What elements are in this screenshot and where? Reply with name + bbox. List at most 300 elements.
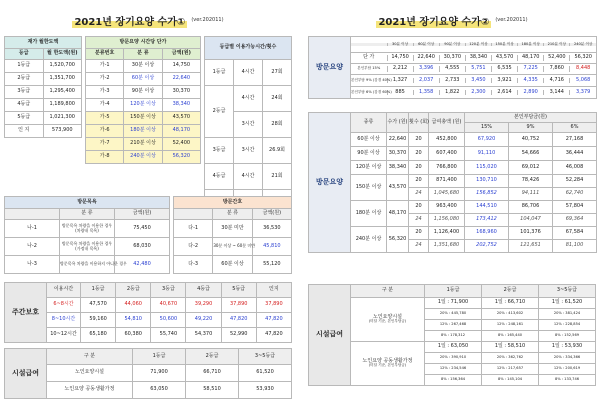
- summary-row-table: [351, 78, 596, 84]
- table-cell: 4시간: [234, 164, 263, 190]
- table-cell: 607,400: [429, 147, 465, 161]
- care-time-header: 방문요양 시간당 단가: [86, 37, 201, 49]
- col-count: 횟수 (회): [409, 113, 429, 133]
- right-facility-table: [308, 284, 596, 386]
- table-cell: 47,820: [256, 328, 291, 343]
- table-cell: 101,376: [509, 227, 553, 240]
- table-cell: 61,520: [239, 365, 292, 382]
- table-cell: 나-1: [5, 220, 60, 238]
- col-grade: 2등급: [482, 285, 539, 298]
- table-cell: 48,170: [387, 201, 409, 227]
- table-cell: 59,160: [81, 313, 116, 328]
- col-rate: 15%: [465, 123, 509, 133]
- table-cell: [351, 43, 387, 47]
- col-time: 90분 이상: [439, 43, 465, 47]
- table-cell: 885: [387, 90, 413, 96]
- summary-cell: [351, 53, 597, 64]
- table-cell: 30분 이상 ~ 60분 미만: [213, 238, 252, 256]
- table-cell: 5등급: [5, 112, 44, 125]
- visit-label: 방문요양: [309, 37, 351, 99]
- care-time-table: [85, 36, 201, 164]
- table-cell: 단 가: [351, 55, 387, 61]
- col-time: 60분 이상: [413, 43, 439, 47]
- table-cell: 8% : 145,104: [482, 375, 539, 386]
- bath-desc: 방문목욕 차량을 이용한 경우: [61, 241, 113, 247]
- table-cell: 12% : 248,161: [482, 320, 539, 331]
- table-cell: 22,640: [387, 133, 409, 147]
- table-cell: 1일 : 58,510: [482, 342, 539, 353]
- table-cell: 2등급: [205, 86, 234, 138]
- table-cell: 2,037: [413, 78, 439, 84]
- table-cell: 1,021,300: [43, 112, 82, 125]
- table-cell: 37,890: [256, 298, 291, 313]
- table-cell: 573,900: [43, 125, 82, 138]
- table-cell: 6,535: [492, 66, 518, 72]
- table-cell: 6~8시간: [47, 298, 81, 313]
- col-rate: 9%: [509, 123, 553, 133]
- table-cell: [351, 298, 425, 342]
- table-cell: 3,144: [544, 90, 570, 96]
- table-cell: 53,930: [239, 382, 292, 399]
- table-cell: 본인부담 9% (감경 40%): [351, 77, 392, 82]
- summary-row-table: [351, 66, 596, 72]
- table-cell: 37,890: [221, 298, 256, 313]
- table-cell: 12% : 267,468: [425, 320, 482, 331]
- table-cell: 48,170: [162, 125, 200, 138]
- col-nursing-name: 분 류: [213, 209, 252, 220]
- nursing-table: [173, 196, 292, 274]
- col-amount: 월 한도액(원): [43, 49, 82, 60]
- table-cell: 4시간: [234, 60, 263, 86]
- table-cell: 27회: [263, 60, 292, 86]
- facility-name: 노인요양시설: [373, 313, 402, 320]
- table-cell: 120분 이상: [351, 161, 387, 175]
- left-facility-table: [4, 348, 292, 399]
- left-page-title: [4, 9, 292, 31]
- table-cell: 20: [409, 133, 429, 147]
- table-cell: 가-7: [86, 138, 124, 151]
- table-cell: 20% : 334,366: [539, 353, 596, 364]
- table-cell: 4,555: [439, 66, 465, 72]
- left-page: [4, 0, 292, 404]
- table-cell: 24: [409, 214, 429, 227]
- col-nursing-price: 금액(원): [252, 209, 291, 220]
- col-time: 210분 이상: [544, 43, 570, 47]
- left-mid-block: [4, 196, 292, 276]
- table-cell: 180분 이상: [351, 201, 387, 227]
- table-cell: 20: [409, 161, 429, 175]
- table-cell: 43,570: [162, 112, 200, 125]
- facility-label: 시설급여: [5, 349, 47, 399]
- table-cell: 30,370: [439, 55, 465, 61]
- right-title-text: 2021년 장기요양 수가②: [376, 13, 491, 28]
- table-cell: 4등급: [205, 164, 234, 190]
- table-cell: 36,530: [252, 220, 291, 238]
- table-cell: 가-8: [86, 151, 124, 164]
- table-cell: 8,448: [576, 65, 591, 72]
- facility-sub: (미달 기준, 본인부담금): [368, 363, 407, 368]
- table-cell: 1일 : 66,710: [482, 298, 539, 309]
- table-cell: 452,800: [429, 133, 465, 147]
- table-cell: 가-4: [86, 99, 124, 112]
- table-cell: 46,008: [553, 161, 597, 175]
- table-cell: 1일 : 71,900: [425, 298, 482, 309]
- col-kind: 종류: [351, 113, 387, 133]
- table-cell: 다-1: [174, 220, 213, 238]
- table-cell: 69,364: [553, 214, 597, 227]
- table-cell: 90분 이상: [124, 86, 162, 99]
- table-cell: 30,370: [162, 86, 200, 99]
- col-grade: 등급: [5, 49, 44, 60]
- table-cell: 2,300: [465, 90, 491, 96]
- table-cell: 2,733: [439, 78, 465, 84]
- table-cell: 52,400: [162, 138, 200, 151]
- table-cell: 60분 이상: [213, 256, 252, 274]
- bath-header: 방문목욕: [5, 197, 170, 209]
- table-cell: 150분 이상: [124, 112, 162, 125]
- table-cell: 5,068: [576, 76, 591, 83]
- table-cell: 871,400: [429, 175, 465, 188]
- table-cell: 49,220: [186, 313, 221, 328]
- monthly-limit-header: 재가 월한도액: [5, 37, 82, 49]
- table-cell: 8~10시간: [47, 313, 81, 328]
- table-cell: 52,400: [544, 55, 570, 61]
- col-time: 180분 이상: [518, 43, 544, 47]
- table-cell: 202,752: [465, 240, 509, 253]
- table-cell: 81,100: [553, 240, 597, 253]
- table-cell: 47,570: [81, 298, 116, 313]
- table-cell: 69,012: [509, 161, 553, 175]
- table-cell: 766,800: [429, 161, 465, 175]
- col-bath-name: 분 류: [60, 209, 115, 220]
- visit-label-2: 방문요양: [309, 113, 351, 253]
- right-page: [308, 0, 596, 404]
- table-cell: 120분 이상: [124, 99, 162, 112]
- table-cell: 다-2: [174, 238, 213, 256]
- col-price: 수가 (원): [387, 113, 409, 133]
- daycare-label: 주간보호: [5, 283, 47, 343]
- table-cell: 54,370: [186, 328, 221, 343]
- col-grade: 1등급: [425, 285, 482, 298]
- col-grade: 3등급: [151, 283, 186, 298]
- table-cell: 240분 이상: [351, 227, 387, 253]
- table-cell: 3시간: [234, 112, 263, 138]
- table-cell: 4시간: [234, 86, 263, 112]
- table-cell: 다-3: [174, 256, 213, 274]
- table-cell: 1등급: [205, 60, 234, 86]
- table-cell: 20% : 445,780: [425, 309, 482, 320]
- table-cell: [174, 209, 213, 220]
- table-cell: 8% : 165,440: [482, 331, 539, 342]
- usage-table: [204, 36, 292, 216]
- table-cell: [351, 342, 425, 386]
- table-cell: 91,110: [465, 147, 509, 161]
- left-title-text: 2021년 장기요양 수가①: [72, 13, 187, 28]
- table-cell: 55,740: [151, 328, 186, 343]
- visit-care-table: [308, 36, 597, 99]
- right-facility-label: 시설급여: [309, 285, 351, 386]
- table-cell: 68,030: [115, 238, 170, 256]
- table-cell: [60, 238, 115, 256]
- col-grade: 2등급: [186, 349, 239, 365]
- table-cell: 20: [409, 175, 429, 188]
- nursing-header: 방문간호: [174, 197, 292, 209]
- table-cell: 22,640: [162, 73, 200, 86]
- table-cell: 121,651: [509, 240, 553, 253]
- table-cell: 56,320: [574, 54, 592, 61]
- table-cell: 3등급: [5, 86, 44, 99]
- table-cell: 1,189,800: [43, 99, 82, 112]
- table-cell: 8% : 156,364: [425, 375, 482, 386]
- table-cell: 90분 이상: [351, 147, 387, 161]
- table-cell: 본인부담 6% (감경 60%): [351, 89, 392, 94]
- table-cell: 65,180: [81, 328, 116, 343]
- col-grade: 1등급: [133, 349, 186, 365]
- usage-header: 등급별 이용가능시간/횟수: [205, 37, 292, 60]
- table-cell: 20% : 362,762: [482, 353, 539, 364]
- table-cell: 168,960: [465, 227, 509, 240]
- table-cell: 22,640: [413, 55, 439, 61]
- table-cell: 2등급: [5, 73, 44, 86]
- table-cell: 나-2: [5, 238, 60, 256]
- table-cell: 가-6: [86, 125, 124, 138]
- table-cell: 40,670: [151, 298, 186, 313]
- summary-row-table: [351, 55, 596, 61]
- monthly-limit-table: [4, 36, 82, 138]
- table-cell: 30분 이상: [124, 60, 162, 73]
- table-cell: 20% : 381,424: [539, 309, 596, 320]
- table-cell: 1,327: [387, 78, 413, 84]
- table-cell: 1,156,080: [429, 214, 465, 227]
- table-cell: 47,820: [256, 313, 291, 328]
- col-rate: 6%: [553, 123, 597, 133]
- table-cell: 인 지: [5, 125, 44, 138]
- table-cell: 1,045,680: [429, 188, 465, 201]
- table-cell: 130,710: [465, 175, 509, 188]
- table-cell: 본인부담 15%: [351, 66, 387, 72]
- table-cell: 4,335: [518, 78, 544, 84]
- table-cell: 8% : 152,569: [539, 331, 596, 342]
- table-cell: 50,600: [151, 313, 186, 328]
- table-cell: 1,358: [413, 90, 439, 96]
- table-cell: 가-2: [86, 73, 124, 86]
- table-cell: 240분 이상: [124, 151, 162, 164]
- table-cell: 4등급: [5, 99, 44, 112]
- summary-cell: [351, 64, 597, 75]
- table-cell: 24: [409, 188, 429, 201]
- table-cell: 4,716: [544, 78, 570, 84]
- table-cell: 1,520,700: [43, 60, 82, 73]
- summary-header-table: [351, 43, 596, 47]
- table-cell: 58,510: [186, 382, 239, 399]
- left-top-block: [4, 36, 292, 192]
- right-version: (ver.202011): [495, 17, 528, 23]
- bath-desc-sub: (가정내 목욕): [75, 245, 99, 251]
- table-cell: 2,614: [492, 90, 518, 96]
- table-cell: 27,168: [553, 133, 597, 147]
- table-cell: 71,900: [133, 365, 186, 382]
- table-cell: 63,050: [133, 382, 186, 399]
- table-cell: 66,710: [186, 365, 239, 382]
- col-time: 30분 이상: [387, 43, 413, 47]
- table-cell: 1일 : 63,050: [425, 342, 482, 353]
- col-grade: 2등급: [116, 283, 151, 298]
- col-grade: 3~5등급: [239, 349, 292, 365]
- table-cell: 180분 이상: [124, 125, 162, 138]
- bath-desc-sub: (차량내 목욕): [75, 227, 99, 233]
- table-cell: 48,170: [518, 55, 544, 61]
- table-cell: 7,860: [544, 66, 570, 72]
- summary-cell: [351, 87, 597, 99]
- table-cell: 78,426: [509, 175, 553, 188]
- table-cell: 가-1: [86, 60, 124, 73]
- table-cell: 가-5: [86, 112, 124, 125]
- table-cell: 54,810: [116, 313, 151, 328]
- table-cell: 75,450: [115, 220, 170, 238]
- table-cell: 3,450: [465, 78, 491, 84]
- table-cell: 3시간: [234, 138, 263, 164]
- col-grade: 인지: [256, 283, 291, 298]
- table-cell: 1,295,400: [43, 86, 82, 99]
- table-cell: 2,212: [387, 66, 413, 72]
- table-cell: 54,666: [509, 147, 553, 161]
- table-cell: 20: [409, 147, 429, 161]
- table-cell: 62,740: [553, 188, 597, 201]
- table-cell: 43,570: [387, 175, 409, 201]
- col-code: 분류번호: [86, 49, 124, 60]
- table-cell: 156,852: [465, 188, 509, 201]
- table-cell: 1,351,680: [429, 240, 465, 253]
- table-cell: 가-3: [86, 86, 124, 99]
- table-cell: 20% : 413,602: [482, 309, 539, 320]
- table-cell: 1,822: [439, 90, 465, 96]
- table-cell: 3,921: [492, 78, 518, 84]
- table-cell: 방문목욕 차량을 이용하지 아니한 경우: [60, 256, 115, 274]
- table-cell: 39,290: [186, 298, 221, 313]
- table-cell: 10~12시간: [47, 328, 81, 343]
- table-cell: 5,751: [465, 66, 491, 72]
- table-cell: 24회: [263, 86, 292, 112]
- facility-sub: (미달 기준, 본인부담금): [368, 319, 407, 324]
- table-cell: 43,570: [492, 55, 518, 61]
- table-cell: 36,444: [553, 147, 597, 161]
- table-cell: 38,340: [387, 161, 409, 175]
- summary-cell: [351, 75, 597, 87]
- table-cell: 144,510: [465, 201, 509, 214]
- col-type: 구 분: [47, 349, 133, 365]
- table-cell: 963,400: [429, 201, 465, 214]
- col-grade: 3~5등급: [539, 285, 596, 298]
- table-cell: 115,020: [465, 161, 509, 175]
- col-time: 150분 이상: [492, 43, 518, 47]
- col-usetime: 이용시간: [47, 283, 81, 298]
- left-version: (ver.202011): [191, 17, 224, 23]
- col-total: 급여총액 (원): [429, 113, 465, 133]
- table-cell: 28회: [263, 112, 292, 138]
- table-cell: 8% : 133,746: [539, 375, 596, 386]
- table-cell: 14,750: [162, 60, 200, 73]
- table-cell: 55,120: [252, 256, 291, 274]
- bath-desc: 방문목욕 차량을 이용한 경우: [61, 223, 113, 229]
- table-cell: 173,412: [465, 214, 509, 227]
- table-cell: 30,370: [387, 147, 409, 161]
- col-grade: 5등급: [221, 283, 256, 298]
- table-cell: 3,396: [413, 66, 439, 72]
- table-cell: 45,810: [252, 238, 291, 256]
- table-cell: 67,584: [553, 227, 597, 240]
- table-cell: 1등급: [5, 60, 44, 73]
- table-cell: 150분 이상: [351, 175, 387, 201]
- table-cell: 노인요양시설: [47, 365, 133, 382]
- table-cell: 47,820: [221, 313, 256, 328]
- table-cell: 60,380: [116, 328, 151, 343]
- table-cell: 44,060: [116, 298, 151, 313]
- col-time: 분 류: [124, 49, 162, 60]
- table-cell: 12% : 234,546: [425, 364, 482, 375]
- table-cell: 20% : 390,910: [425, 353, 482, 364]
- table-cell: 104,047: [509, 214, 553, 227]
- summary-cell: [351, 37, 597, 53]
- table-cell: 3등급: [205, 138, 234, 164]
- col-time: 240분 이상: [570, 43, 596, 47]
- table-cell: 1일 : 61,520: [539, 298, 596, 309]
- facility-name: 노인요양 공동생활가정: [362, 357, 413, 364]
- col-bath-price: 금액(원): [115, 209, 170, 220]
- table-cell: 60분 이상: [351, 133, 387, 147]
- col-price: 금액(원): [162, 49, 200, 60]
- table-cell: 38,340: [465, 55, 491, 61]
- table-cell: 67,920: [465, 133, 509, 147]
- table-cell: 노인요양 공동생활가정: [47, 382, 133, 399]
- table-cell: 26.9회: [263, 138, 292, 164]
- table-cell: 12% : 228,854: [539, 320, 596, 331]
- table-cell: 94,111: [509, 188, 553, 201]
- table-cell: 56,320: [387, 227, 409, 253]
- right-page-title: [308, 9, 596, 31]
- table-cell: 1,351,700: [43, 73, 82, 86]
- table-cell: 42,480: [115, 256, 170, 274]
- table-cell: 24: [409, 240, 429, 253]
- table-cell: [60, 220, 115, 238]
- table-cell: 12% : 200,619: [539, 364, 596, 375]
- visit-detail-table: [308, 112, 597, 253]
- table-cell: 8% : 178,312: [425, 331, 482, 342]
- table-cell: 1일 : 53,930: [539, 342, 596, 353]
- table-cell: 7,225: [518, 66, 544, 72]
- daycare-table: [4, 282, 292, 343]
- table-cell: 20: [409, 227, 429, 240]
- table-cell: 20: [409, 201, 429, 214]
- table-cell: 12% : 217,657: [482, 364, 539, 375]
- table-cell: 56,320: [162, 151, 200, 164]
- table-cell: 52,284: [553, 175, 597, 188]
- bath-table: [4, 196, 170, 274]
- table-cell: 38,340: [162, 99, 200, 112]
- table-cell: 2,890: [518, 90, 544, 96]
- col-time: 120분 이상: [465, 43, 491, 47]
- table-cell: 86,706: [509, 201, 553, 214]
- col-grade: 4등급: [186, 283, 221, 298]
- table-cell: 210분 이상: [124, 138, 162, 151]
- table-cell: 60분 이상: [124, 73, 162, 86]
- table-cell: 57,804: [553, 201, 597, 214]
- table-cell: 1,126,400: [429, 227, 465, 240]
- col-type: 구 분: [351, 285, 425, 298]
- table-cell: [5, 209, 60, 220]
- table-cell: 52,990: [221, 328, 256, 343]
- col-grade: 1등급: [81, 283, 116, 298]
- table-cell: 21회: [263, 164, 292, 190]
